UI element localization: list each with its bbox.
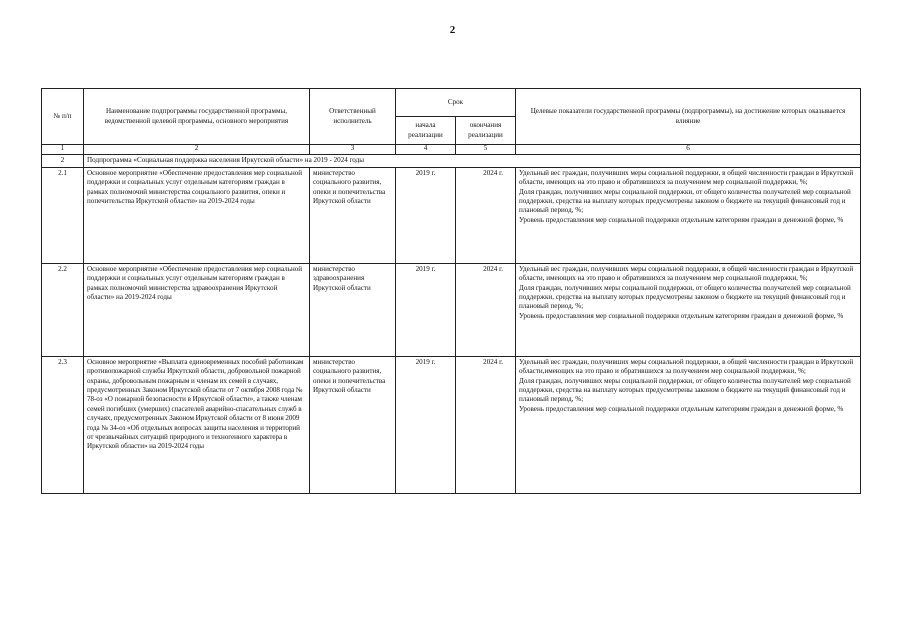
page-number: 2 [449,24,456,36]
section-title: Подпрограмма «Социальная поддержка населения Иркутской области» на 2019 - 2024 годы [84,155,861,168]
row-end: 2024 г. [456,264,516,357]
row-targets [516,264,861,357]
row-targets [516,168,861,264]
table-row [42,357,861,494]
target-item: Уровень предоставления мер социальной поддержки отдельным категориям граждан в денежной форме, % [519,404,844,413]
header-term: Срок [396,89,516,117]
target-item: Удельный вес граждан, получивших меры социальной поддержки, в общей численности граждан в Иркутской области, имеющих на это право и обратившихся за получением мер социальной поддержки, %; [519,169,854,187]
row-num: 2.2 [42,264,84,357]
row-responsible: министерство социального развития, опеки и попечительства Иркутской области [310,168,396,264]
header-responsible: Ответственный исполнитель [310,89,396,145]
target-item: Уровень предоставления мер социальной поддержки отдельным категориям граждан в денежной форме, % [519,215,844,224]
row-end: 2024 г. [456,357,516,494]
row-start: 2019 г. [396,264,456,357]
table-row [42,168,861,264]
target-item: Удельный вес граждан, получивших меры социальной поддержки, в общей численности граждан в Иркутской области,имеющих на это право и обратившихся за получением мер социальной поддержки, %; [519,358,854,376]
row-num: 2.1 [42,168,84,264]
row-name: Основное мероприятие «Обеспечение предоставления мер социальной поддержки и социальных услуг отдельным категориям граждан в рамках полномочий министерства социального развития, опеки и попечительства Иркутской области» на 2019-2024 годы [84,168,310,264]
header-num: № п/п [42,89,84,145]
section-row [42,155,861,168]
header-targets: Целевые показатели государственной программы (подпрограммы), на достижение которых оказывается влияние [516,89,861,145]
table-row [42,264,861,357]
col-number: 1 [42,145,84,155]
row-name: Основное мероприятие «Обеспечение предоставления мер социальной поддержки и социальных услуг отдельным категориям граждан в рамках полномочий министерства здравоохранения Иркутской области» на 2019-2024 годы [84,264,310,357]
target-item: Доля граждан, получивших меры социальной поддержки, от общего количества получателей мер социальной поддержки, средства на выплату которых предусмотрены законом о бюджете на текущий финансовый год и плановый период, %; [519,283,851,311]
target-item: Доля граждан, получивших меры социальной поддержки, от общего количества получателей мер социальной поддержки, средства на выплату которых предусмотрены законом о бюджете на текущий финансовый год и плановый период, %; [519,187,851,215]
row-name: Основное мероприятие «Выплата единовременных пособий работникам противопожарной службы Иркутской области, добровольной пожарной охраны, добровольным пожарным и членам их семей в случаях, предусмотренных Законом Иркутской области от 7 октября 2008 года № 78-оз «О пожарной безопасности в Иркутской области», а также членам семей погибших (умерших) спасателей аварийно-спасательных служб в случаях, предусмотренных Законом Иркутской области от 8 июня 2009 года № 34-оз «Об отдельных вопросах защиты населения и территорий от чрезвычайных ситуаций природного и техногенного характера в Иркутской области» на 2019-2024 годы [84,357,310,494]
row-responsible: министерство здравоохранения Иркутской области [310,264,396,357]
target-item: Удельный вес граждан, получивших меры социальной поддержки, в общей численности граждан в Иркутской области, имеющих на это право и обратившихся за получением мер социальной поддержки, %; [519,265,854,283]
column-numbers-row [42,145,861,155]
header-row [42,89,861,117]
row-targets [516,357,861,494]
col-number: 3 [310,145,396,155]
row-end: 2024 г. [456,168,516,264]
col-number: 4 [396,145,456,155]
program-table [41,88,861,494]
row-responsible: министерство социального развития, опеки и попечительства Иркутской области [310,357,396,494]
header-end: окончания реализации [456,117,516,145]
target-item: Уровень предоставления мер социальной поддержки отдельным категориям граждан в денежной форме, % [519,311,844,320]
col-number: 6 [516,145,861,155]
header-start: начала реализации [396,117,456,145]
col-number: 2 [84,145,310,155]
col-number: 5 [456,145,516,155]
row-start: 2019 г. [396,357,456,494]
row-num: 2.3 [42,357,84,494]
header-name: Наименование подпрограммы государственной программы, ведомственной целевой программы, основного мероприятия [84,89,310,145]
section-num: 2 [42,155,84,168]
target-item: Доля граждан, получивших меры социальной поддержки, от общего количества получателей мер социальной поддержки, средства на выплату которых предусмотрены законом о бюджете на текущий финансовый год и плановый период, %; [519,376,851,404]
row-start: 2019 г. [396,168,456,264]
